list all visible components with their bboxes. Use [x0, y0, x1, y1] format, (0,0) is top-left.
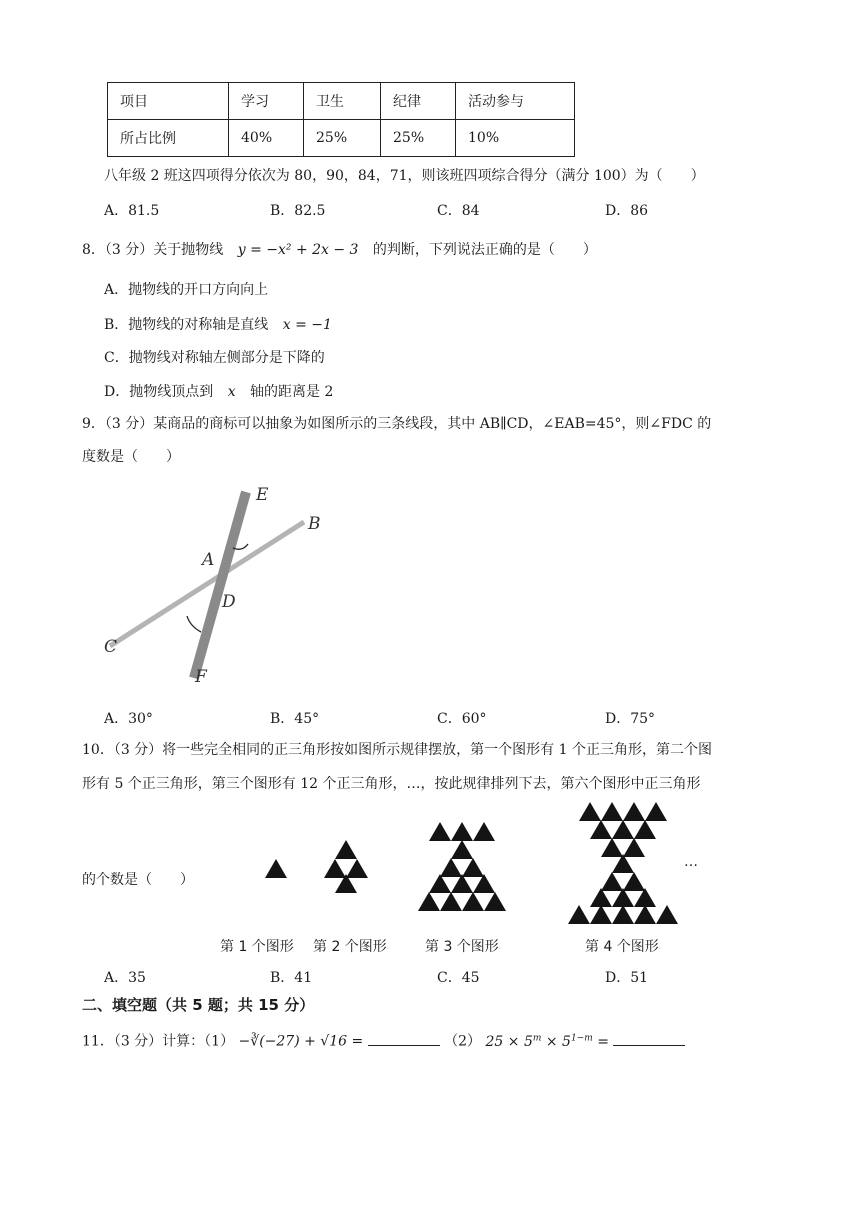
figure-4 — [568, 802, 678, 924]
caption-figure-3: 第 3 个图形 — [425, 939, 499, 955]
q8-option-b[interactable] — [104, 314, 332, 334]
q8-option-d-prefix: D．抛物线顶点到 — [104, 384, 214, 400]
q8-stem-suffix: 的判断，下列说法正确的是（ ） — [372, 242, 597, 258]
table-cell: 25% — [381, 120, 456, 157]
q10-option-c[interactable]: C．45 — [437, 970, 480, 986]
q8-option-d-x: x — [227, 384, 236, 400]
q8-stem-prefix: 8．（3 分）关于抛物线 — [82, 242, 224, 258]
q8-stem — [82, 240, 597, 260]
q11-expr2: $25 \times 5^m \times 5^{1-m}$ = — [485, 1033, 609, 1050]
q10-option-a[interactable]: A．35 — [104, 970, 146, 986]
q10-figures — [250, 798, 710, 932]
table-cell: 卫生 — [304, 83, 381, 120]
figures-ellipsis: … — [684, 854, 698, 870]
table-cell: 项目 — [108, 83, 229, 120]
label-d: D — [222, 592, 236, 612]
q10-stem-line3: 的个数是（ ） — [82, 872, 194, 888]
q9-option-c[interactable]: C．60° — [437, 711, 487, 727]
table-cell: 所占比例 — [108, 120, 229, 157]
table-cell: 10% — [456, 120, 575, 157]
q10-option-d[interactable]: D．51 — [605, 970, 649, 986]
table-header-row — [108, 83, 575, 120]
caption-figure-1: 第 1 个图形 — [220, 939, 294, 955]
q10-stem-line1: 10．（3 分）将一些完全相同的正三角形按如图所示规律摆放，第一个图形有 1 个正三角形，第二个图 — [82, 742, 712, 758]
label-a: A — [202, 550, 215, 570]
q9-stem-line1: 9．（3 分）某商品的商标可以抽象为如图所示的三条线段，其中 AB∥CD，∠EAB=45°，则∠FDC 的 — [82, 416, 712, 432]
table-cell: 活动参与 — [456, 83, 575, 120]
q11-expr1: −∛(−27) + √16 = — [238, 1033, 364, 1050]
q11-prefix: 11．（3 分）计算：（1） — [82, 1033, 235, 1050]
q11-stem — [82, 1028, 685, 1052]
q8-option-d-suffix: 轴的距离是 2 — [250, 384, 334, 400]
q7-option-b[interactable]: B．82.5 — [270, 203, 326, 219]
figure-1 — [265, 859, 287, 878]
q8-option-b-formula: x = −1 — [282, 317, 332, 333]
q8-option-d[interactable] — [104, 381, 333, 401]
table-cell: 40% — [229, 120, 304, 157]
label-f: F — [195, 667, 207, 687]
section-title: 二、填空题（共 5 题；共 15 分） — [82, 996, 315, 1014]
table-cell: 25% — [304, 120, 381, 157]
q9-stem-line2: 度数是（ ） — [82, 449, 180, 465]
q10-stem-line2: 形有 5 个正三角形，第三个图形有 12 个正三角形，…，按此规律排列下去，第六个图形中正三角形 — [82, 776, 701, 792]
label-c: C — [104, 637, 118, 657]
q8-formula: y = −x² + 2x − 3 — [237, 242, 359, 258]
q11-answer-blank-1[interactable] — [368, 1031, 440, 1046]
caption-figure-4: 第 4 个图形 — [585, 939, 659, 955]
q7-option-d[interactable]: D．86 — [605, 203, 649, 219]
table-row — [108, 120, 575, 157]
q7-stem: 八年级 2 班这四项得分依次为 80，90，84，71，则该班四项综合得分（满分 100）为（ ） — [104, 168, 705, 184]
q8-option-b-text: B．抛物线的对称轴是直线 — [104, 317, 269, 333]
table-cell: 学习 — [229, 83, 304, 120]
caption-figure-2: 第 2 个图形 — [313, 939, 387, 955]
figure-3 — [418, 822, 506, 911]
q7-option-c[interactable]: C．84 — [437, 203, 480, 219]
q9-figure — [90, 478, 350, 698]
figure-2 — [324, 840, 368, 893]
label-b: B — [308, 514, 321, 534]
weights-table — [107, 82, 575, 157]
q10-option-b[interactable]: B．41 — [270, 970, 313, 986]
q8-option-a[interactable]: A．抛物线的开口方向向上 — [104, 282, 269, 298]
q8-option-c[interactable]: C．抛物线对称轴左侧部分是下降的 — [104, 350, 325, 366]
q7-option-a[interactable]: A．81.5 — [104, 203, 160, 219]
q11-mid: （2） — [444, 1033, 482, 1050]
q11-answer-blank-2[interactable] — [613, 1031, 685, 1046]
table-cell: 纪律 — [381, 83, 456, 120]
q9-option-d[interactable]: D．75° — [605, 711, 656, 727]
q9-option-b[interactable]: B．45° — [270, 711, 320, 727]
angle-fdc-arc — [187, 616, 201, 632]
q9-option-a[interactable]: A．30° — [104, 711, 153, 727]
label-e: E — [256, 485, 269, 505]
